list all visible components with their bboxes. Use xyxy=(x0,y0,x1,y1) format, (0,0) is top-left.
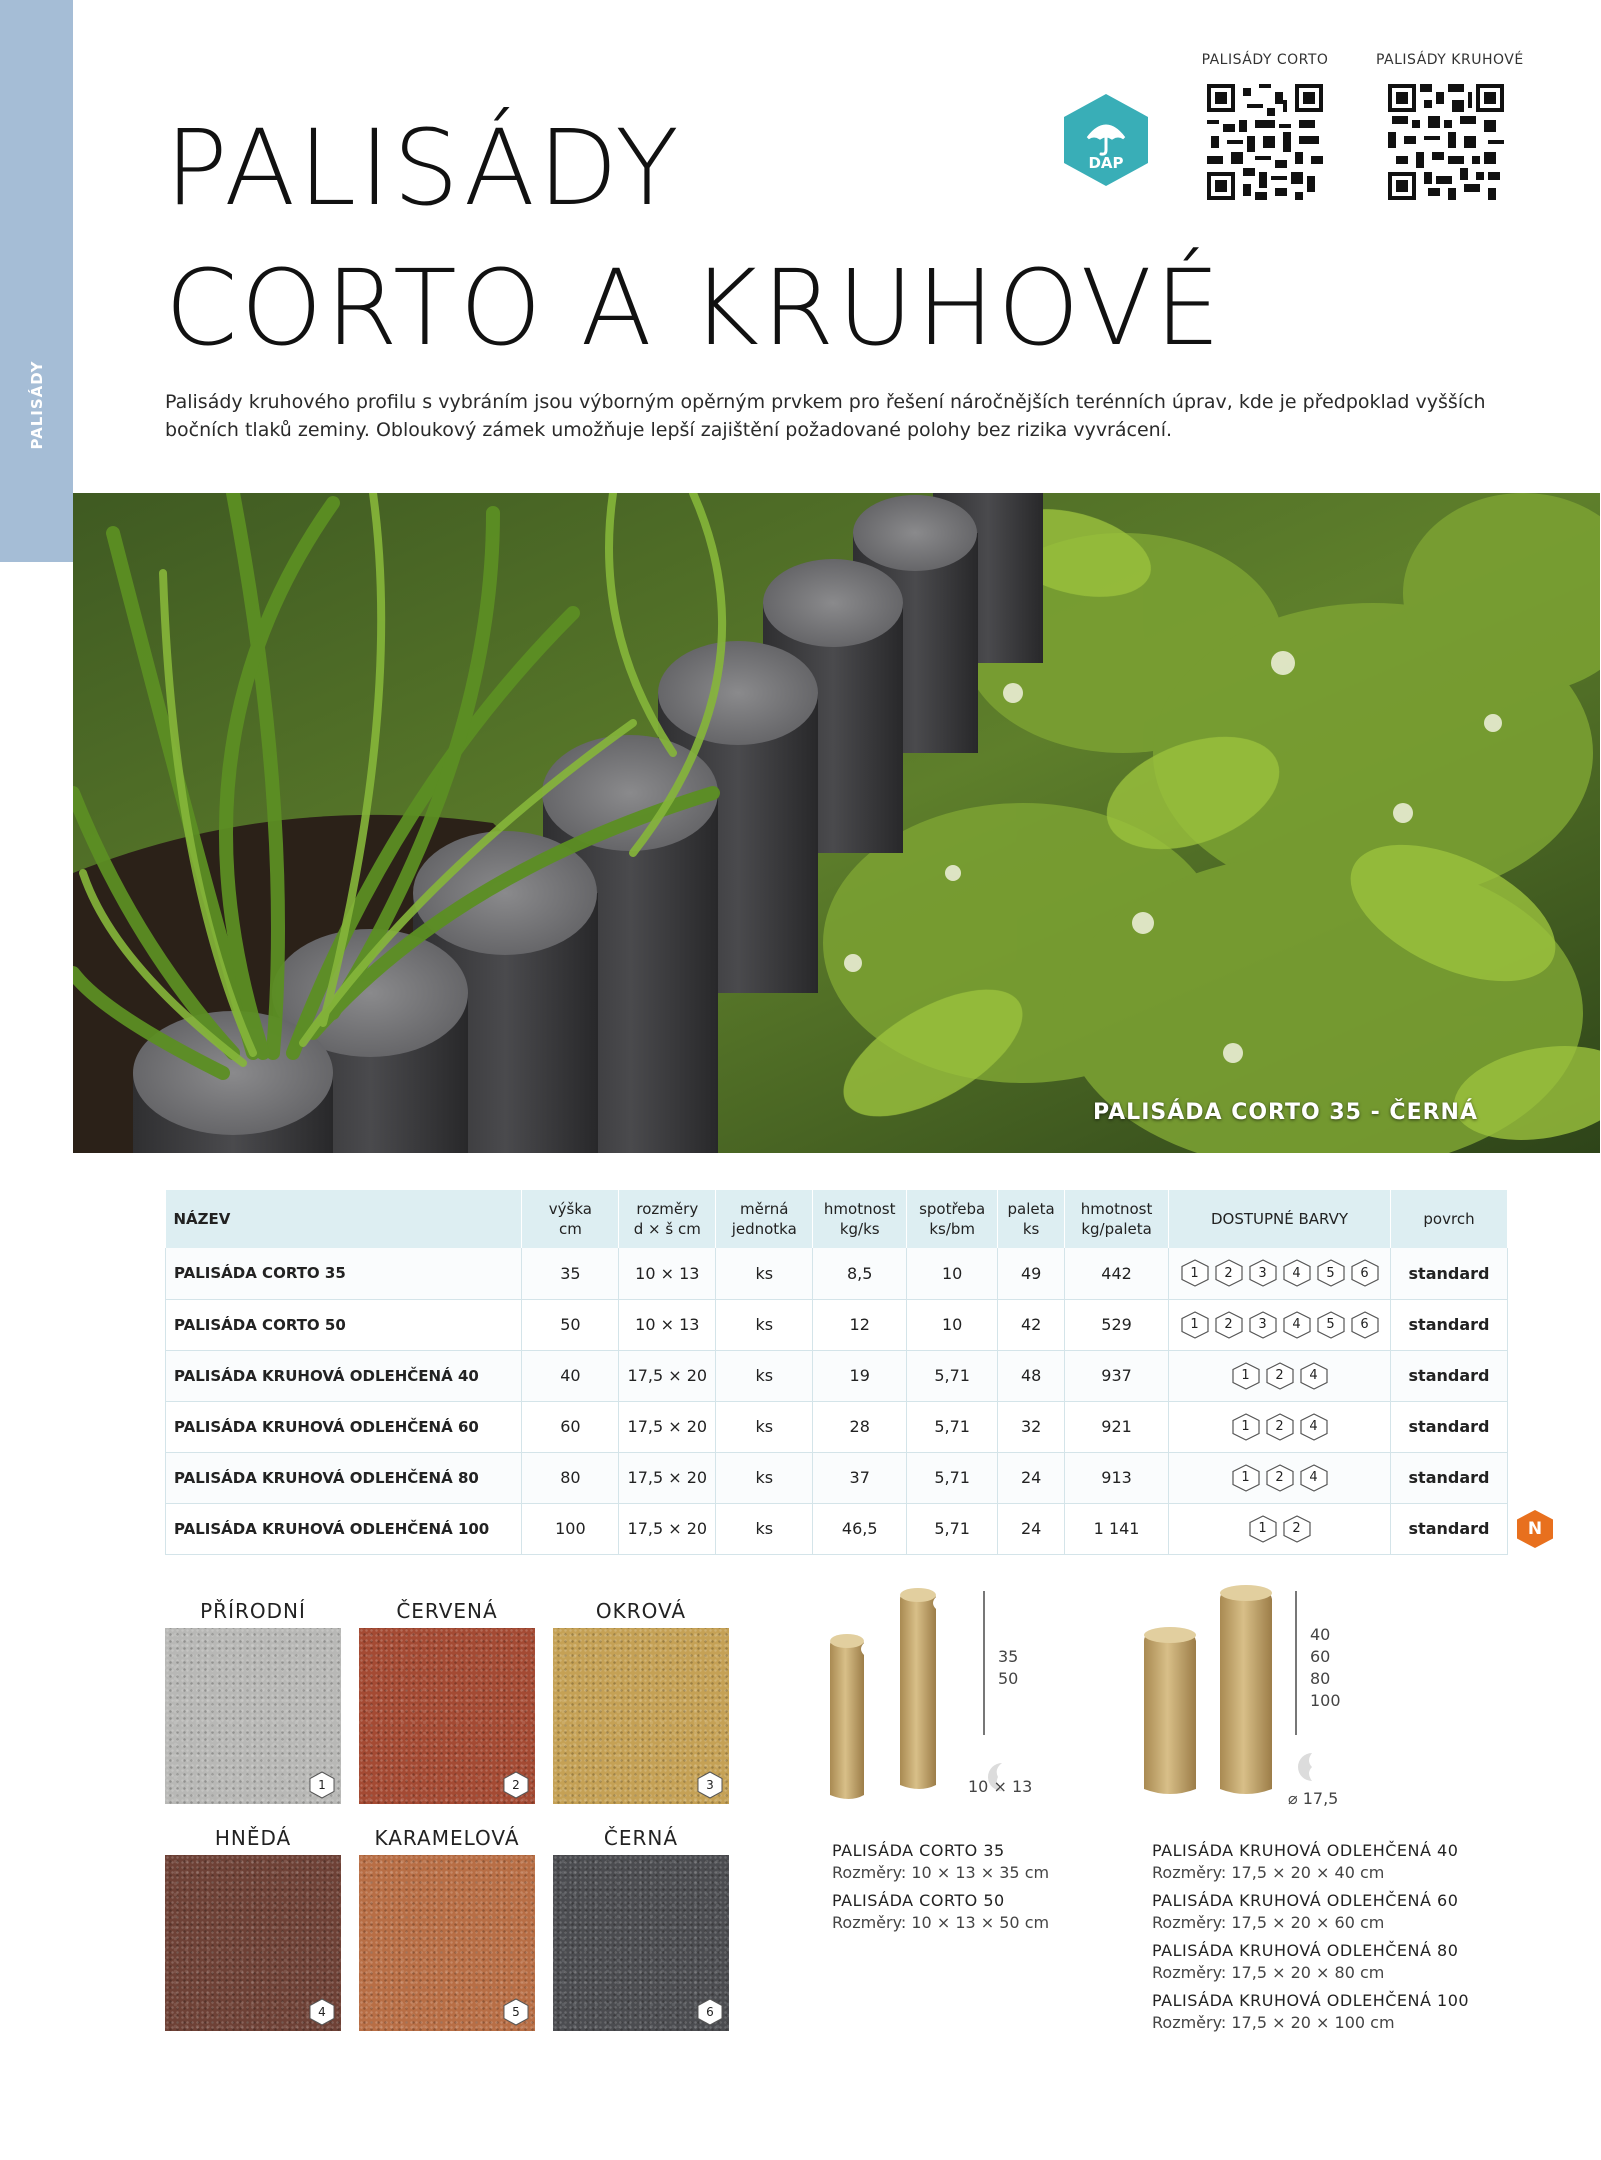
color-number: 6 xyxy=(1360,1317,1369,1332)
new-badge-label: N xyxy=(1527,1519,1543,1539)
cell-colors xyxy=(1169,1350,1391,1401)
hero-caption: PALISÁDA CORTO 35 - ČERNÁ xyxy=(1093,1100,1478,1125)
color-number: 4 xyxy=(1292,1265,1301,1281)
col-header-pallet-weight-line2: kg/paleta xyxy=(1081,1220,1152,1238)
cell-pallet-weight: 442 xyxy=(1065,1248,1169,1299)
corto-height-35: 35 xyxy=(998,1647,1019,1666)
cell-unit: ks xyxy=(716,1299,813,1350)
cell-pallet: 49 xyxy=(998,1248,1065,1299)
spec-kruhova-40 xyxy=(1152,1840,1458,1884)
spec-corto-50 xyxy=(832,1890,1049,1934)
spec-dims: Rozměry: 10 × 13 × 50 cm xyxy=(832,1913,1050,1932)
swatch-number: 1 xyxy=(318,1778,326,1792)
table-body xyxy=(166,1248,1508,1554)
table-row xyxy=(166,1452,1508,1503)
color-hex-badge xyxy=(1248,1311,1278,1339)
table-header-row xyxy=(166,1190,1508,1248)
color-number: 1 xyxy=(1190,1265,1199,1281)
cell-name: PALISÁDA KRUHOVÁ ODLEHČENÁ 40 xyxy=(166,1350,522,1401)
swatch-label: ČERNÁ xyxy=(603,1826,679,1850)
color-hex-list xyxy=(1180,1311,1380,1339)
color-number: 4 xyxy=(1309,1470,1318,1485)
cell-pallet: 24 xyxy=(998,1452,1065,1503)
col-header-name: NÁZEV xyxy=(166,1190,522,1248)
color-number: 2 xyxy=(1224,1265,1233,1281)
swatch-label: ČERVENÁ xyxy=(396,1599,498,1623)
cell-pallet-weight: 529 xyxy=(1065,1299,1169,1350)
cell-pallet: 48 xyxy=(998,1350,1065,1401)
cell-surface: standard xyxy=(1391,1350,1508,1401)
color-hex-badge xyxy=(1316,1311,1346,1339)
cell-unit: ks xyxy=(716,1452,813,1503)
col-header-pallet-line1: paleta xyxy=(1007,1200,1055,1218)
swatch-karamelova xyxy=(359,1821,535,2031)
cell-unit: ks xyxy=(716,1350,813,1401)
swatch-number: 6 xyxy=(706,2005,714,2019)
col-header-consumption-line2: ks/bm xyxy=(929,1220,976,1238)
col-header-dims-line2: d × š cm xyxy=(633,1220,701,1238)
col-header-weight xyxy=(813,1190,907,1248)
cell-name: PALISÁDA KRUHOVÁ ODLEHČENÁ 80 xyxy=(166,1452,522,1503)
color-hex-badge xyxy=(1282,1259,1312,1287)
corto-height-50: 50 xyxy=(998,1669,1019,1688)
color-hex-badge xyxy=(1265,1464,1295,1492)
cell-consumption: 5,71 xyxy=(907,1452,998,1503)
cell-height: 60 xyxy=(522,1401,619,1452)
color-hex-badge xyxy=(1299,1413,1329,1441)
color-number: 1 xyxy=(1190,1317,1199,1332)
cell-consumption: 10 xyxy=(907,1299,998,1350)
col-header-height xyxy=(522,1190,619,1248)
cell-surface: standard xyxy=(1391,1401,1508,1452)
color-number: 5 xyxy=(1326,1317,1335,1332)
col-header-unit-line1: měrná xyxy=(740,1200,789,1218)
col-header-consumption-line1: spotřeba xyxy=(919,1200,986,1218)
cell-pallet-weight: 921 xyxy=(1065,1401,1169,1452)
cell-dims: 17,5 × 20 xyxy=(619,1350,716,1401)
spec-name: PALISÁDA KRUHOVÁ ODLEHČENÁ 80 xyxy=(1152,1941,1459,1960)
color-number: 1 xyxy=(1241,1470,1250,1485)
table-row xyxy=(166,1401,1508,1452)
col-header-consumption xyxy=(907,1190,998,1248)
color-hex-list xyxy=(1231,1362,1329,1390)
kruhove-height-80: 80 xyxy=(1310,1669,1331,1688)
cell-height: 100 xyxy=(522,1503,619,1554)
cell-dims: 17,5 × 20 xyxy=(619,1503,716,1554)
swatch-number-badge xyxy=(502,1998,530,2026)
hero-image xyxy=(73,493,1600,1153)
swatch-number-badge xyxy=(502,1771,530,1799)
spec-dims: Rozměry: 17,5 × 20 × 60 cm xyxy=(1152,1913,1385,1932)
cell-pallet: 42 xyxy=(998,1299,1065,1350)
cell-pallet-weight: 937 xyxy=(1065,1350,1169,1401)
cell-surface: standard xyxy=(1391,1248,1508,1299)
qr-code-icon[interactable] xyxy=(1388,84,1504,200)
swatch-texture xyxy=(553,1855,729,2031)
color-hex-badge xyxy=(1265,1362,1295,1390)
qr-block-corto[interactable] xyxy=(1195,52,1335,204)
cell-height: 80 xyxy=(522,1452,619,1503)
color-hex-badge xyxy=(1248,1515,1278,1543)
color-number: 3 xyxy=(1258,1265,1267,1281)
cell-unit: ks xyxy=(716,1401,813,1452)
swatch-texture xyxy=(165,1855,341,2031)
color-hex-badge xyxy=(1282,1311,1312,1339)
color-hex-badge xyxy=(1231,1464,1261,1492)
corto-section: 10 × 13 xyxy=(968,1777,1033,1796)
color-hex-badge xyxy=(1316,1259,1346,1287)
cell-dims: 10 × 13 xyxy=(619,1299,716,1350)
cell-dims: 17,5 × 20 xyxy=(619,1401,716,1452)
spec-dims: Rozměry: 17,5 × 20 × 40 cm xyxy=(1152,1863,1385,1882)
color-hex-badge xyxy=(1299,1362,1329,1390)
color-number: 1 xyxy=(1241,1368,1250,1383)
cell-weight: 28 xyxy=(813,1401,907,1452)
cell-unit: ks xyxy=(716,1503,813,1554)
swatch-cervena xyxy=(359,1594,535,1804)
color-number: 4 xyxy=(1309,1368,1318,1383)
side-tab xyxy=(0,0,73,562)
swatch-cerna xyxy=(553,1821,729,2031)
col-header-weight-line1: hmotnost xyxy=(823,1200,896,1218)
swatch-label: KARAMELOVÁ xyxy=(374,1826,520,1850)
col-header-pallet-line2: ks xyxy=(1022,1220,1040,1238)
color-hex-badge xyxy=(1231,1362,1261,1390)
kruhove-height-100: 100 xyxy=(1310,1691,1341,1710)
color-number: 1 xyxy=(1258,1521,1267,1536)
cell-pallet: 24 xyxy=(998,1503,1065,1554)
cell-consumption: 5,71 xyxy=(907,1503,998,1554)
cell-height: 35 xyxy=(522,1248,619,1299)
spec-dims: Rozměry: 17,5 × 20 × 80 cm xyxy=(1152,1963,1385,1982)
col-header-pallet-weight-line1: hmotnost xyxy=(1080,1200,1153,1218)
cell-dims: 17,5 × 20 xyxy=(619,1452,716,1503)
col-header-surface: povrch xyxy=(1391,1190,1508,1248)
cell-surface: standard xyxy=(1391,1503,1508,1554)
swatch-prirodni xyxy=(165,1594,341,1804)
swatch-number-badge xyxy=(696,1771,724,1799)
cell-weight: 46,5 xyxy=(813,1503,907,1554)
color-number: 5 xyxy=(1326,1265,1335,1281)
dap-badge-label: DAP xyxy=(1088,154,1124,172)
table-row xyxy=(166,1248,1508,1299)
swatch-okrova xyxy=(553,1594,729,1804)
cell-weight: 19 xyxy=(813,1350,907,1401)
swatch-label: HNĚDÁ xyxy=(214,1826,292,1850)
color-hex-badge xyxy=(1214,1259,1244,1287)
col-header-colors: DOSTUPNÉ BARVY xyxy=(1169,1190,1391,1248)
cell-unit: ks xyxy=(716,1248,813,1299)
swatch-texture xyxy=(165,1628,341,1804)
spec-corto-35 xyxy=(832,1840,1049,1884)
swatch-number-badge xyxy=(308,1771,336,1799)
color-number: 3 xyxy=(1258,1317,1267,1332)
table-row xyxy=(166,1503,1508,1554)
cell-height: 40 xyxy=(522,1350,619,1401)
color-hex-badge xyxy=(1299,1464,1329,1492)
title-line-2: CORTO A KRUHOVÉ xyxy=(165,247,1224,369)
spec-name: PALISÁDA CORTO 50 xyxy=(832,1891,1005,1910)
garden-photo xyxy=(73,493,1600,1153)
cell-name: PALISÁDA KRUHOVÁ ODLEHČENÁ 100 xyxy=(166,1503,522,1554)
side-tab-label: PALISÁDY xyxy=(28,360,46,450)
spec-kruhova-80 xyxy=(1152,1940,1458,1984)
spec-kruhova-100 xyxy=(1152,1990,1469,2034)
title-line-1: PALISÁDY xyxy=(165,107,682,229)
color-hex-badge xyxy=(1282,1515,1312,1543)
qr-block-kruhove[interactable] xyxy=(1376,52,1524,204)
swatch-texture xyxy=(553,1628,729,1804)
color-hex-badge xyxy=(1180,1259,1210,1287)
color-hex-badge xyxy=(1231,1413,1261,1441)
swatch-hneda xyxy=(165,1821,341,2031)
color-number: 2 xyxy=(1292,1521,1301,1536)
swatch-number-badge xyxy=(696,1998,724,2026)
spec-name: PALISÁDA KRUHOVÁ ODLEHČENÁ 40 xyxy=(1152,1841,1459,1860)
color-number: 4 xyxy=(1292,1317,1301,1332)
color-number: 6 xyxy=(1360,1265,1369,1281)
cell-colors xyxy=(1169,1299,1391,1350)
cell-colors xyxy=(1169,1503,1391,1554)
color-hex-badge xyxy=(1248,1259,1278,1287)
cell-pallet: 32 xyxy=(998,1401,1065,1452)
cell-weight: 37 xyxy=(813,1452,907,1503)
col-header-dims xyxy=(619,1190,716,1248)
cell-colors xyxy=(1169,1401,1391,1452)
swatch-texture xyxy=(359,1628,535,1804)
swatch-number-badge xyxy=(308,1998,336,2026)
col-header-height-line1: výška xyxy=(548,1200,592,1218)
cell-surface: standard xyxy=(1391,1452,1508,1503)
col-header-unit xyxy=(716,1190,813,1248)
swatch-texture xyxy=(359,1855,535,2031)
cell-consumption: 5,71 xyxy=(907,1350,998,1401)
spec-kruhova-60 xyxy=(1152,1890,1458,1934)
kruhove-height-40: 40 xyxy=(1310,1625,1331,1644)
spec-dims: Rozměry: 10 × 13 × 35 cm xyxy=(832,1863,1050,1882)
color-hex-badge xyxy=(1350,1311,1380,1339)
cell-pallet-weight: 913 xyxy=(1065,1452,1169,1503)
swatch-label: OKROVÁ xyxy=(595,1599,687,1623)
spec-name: PALISÁDA CORTO 35 xyxy=(832,1841,1005,1860)
cell-height: 50 xyxy=(522,1299,619,1350)
cell-colors xyxy=(1169,1248,1391,1299)
color-hex-list xyxy=(1231,1464,1329,1492)
swatch-number: 2 xyxy=(512,1778,520,1792)
col-header-dims-line1: rozměry xyxy=(636,1200,699,1218)
kruhove-section: ⌀ 17,5 xyxy=(1288,1789,1339,1808)
table-row xyxy=(166,1299,1508,1350)
color-number: 2 xyxy=(1275,1419,1284,1434)
dap-badge xyxy=(1062,92,1150,188)
color-number: 2 xyxy=(1275,1368,1284,1383)
cell-name: PALISÁDA CORTO 50 xyxy=(166,1299,522,1350)
color-hex-list xyxy=(1231,1413,1329,1441)
col-header-weight-line2: kg/ks xyxy=(839,1220,880,1238)
qr-label: PALISÁDY KRUHOVÉ xyxy=(1376,52,1524,68)
col-header-height-line2: cm xyxy=(558,1220,582,1238)
color-hex-badge xyxy=(1214,1311,1244,1339)
cell-consumption: 5,71 xyxy=(907,1401,998,1452)
swatch-number: 5 xyxy=(512,2005,520,2019)
swatch-number: 3 xyxy=(706,1778,714,1792)
cell-weight: 12 xyxy=(813,1299,907,1350)
col-header-pallet-weight xyxy=(1065,1190,1169,1248)
spec-dims: Rozměry: 17,5 × 20 × 100 cm xyxy=(1152,2013,1395,2032)
product-table xyxy=(165,1190,1508,1555)
col-header-pallet xyxy=(998,1190,1065,1248)
color-number: 2 xyxy=(1275,1470,1284,1485)
swatch-number: 4 xyxy=(318,2005,326,2019)
color-hex-badge xyxy=(1350,1259,1380,1287)
kruhove-height-60: 60 xyxy=(1310,1647,1331,1666)
cell-colors xyxy=(1169,1452,1391,1503)
color-hex-list xyxy=(1180,1259,1380,1287)
cell-surface: standard xyxy=(1391,1299,1508,1350)
cell-name: PALISÁDA KRUHOVÁ ODLEHČENÁ 60 xyxy=(166,1401,522,1452)
color-hex-badge xyxy=(1180,1311,1210,1339)
cell-consumption: 10 xyxy=(907,1248,998,1299)
intro-paragraph: Palisády kruhového profilu s vybráním jsou výborným opěrným prvkem pro řešení náročnějších terénních úprav, kde je předpoklad vyšších bočních tlaků zeminy. Obloukový zámek umožňuje lepší zajištění požadované polohy bez rizika vyvrácení. xyxy=(165,391,1486,441)
spec-name: PALISÁDA KRUHOVÁ ODLEHČENÁ 60 xyxy=(1152,1891,1459,1910)
spec-name: PALISÁDA KRUHOVÁ ODLEHČENÁ 100 xyxy=(1152,1991,1470,2010)
cell-name: PALISÁDA CORTO 35 xyxy=(166,1248,522,1299)
col-header-unit-line2: jednotka xyxy=(731,1220,797,1238)
swatch-label: PŘÍRODNÍ xyxy=(200,1599,306,1623)
color-number: 1 xyxy=(1241,1419,1250,1434)
color-number: 4 xyxy=(1309,1419,1318,1434)
color-number: 2 xyxy=(1224,1317,1233,1332)
qr-label: PALISÁDY CORTO xyxy=(1201,52,1329,68)
cell-dims: 10 × 13 xyxy=(619,1248,716,1299)
color-hex-list xyxy=(1248,1515,1312,1543)
table-row xyxy=(166,1350,1508,1401)
qr-code-icon[interactable] xyxy=(1207,84,1323,200)
color-hex-badge xyxy=(1265,1413,1295,1441)
cell-weight: 8,5 xyxy=(813,1248,907,1299)
cell-pallet-weight: 1 141 xyxy=(1065,1503,1169,1554)
